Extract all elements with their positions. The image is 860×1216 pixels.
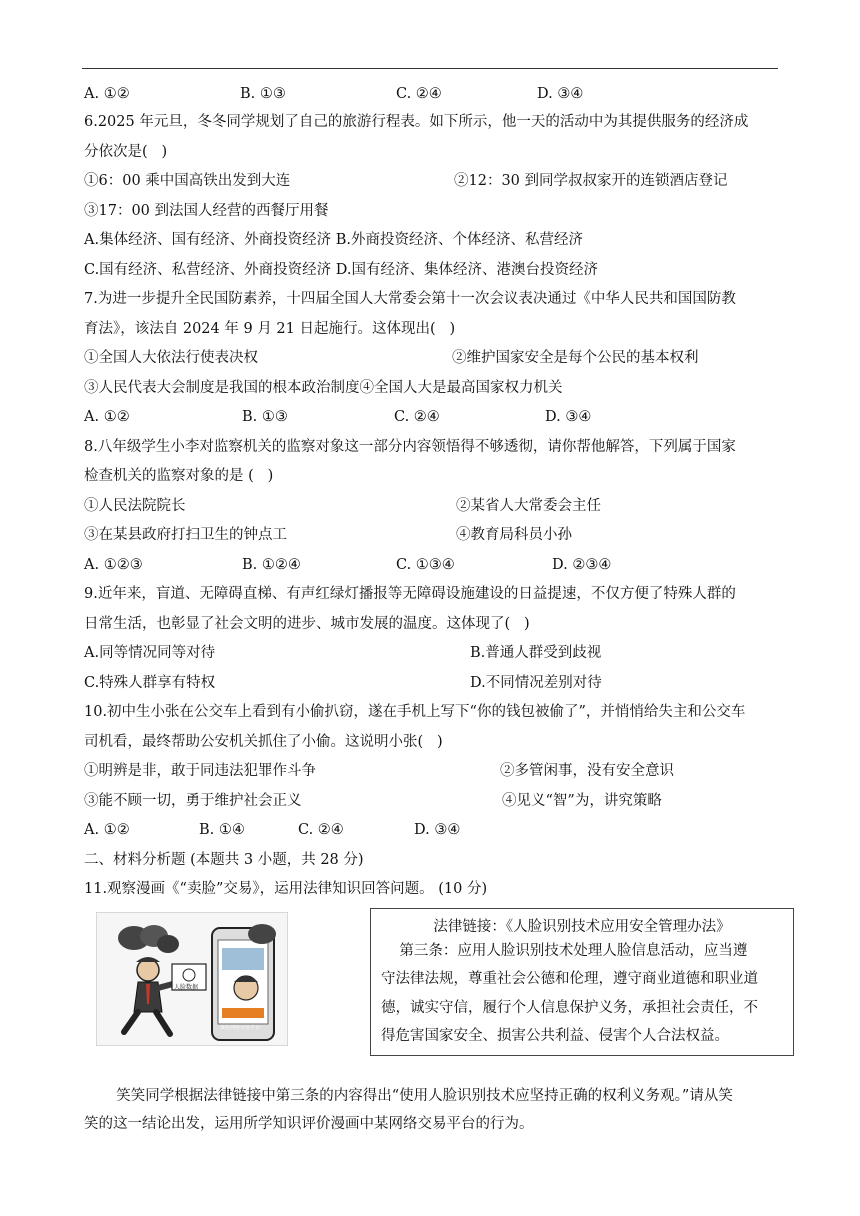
q8-option-d: D. ②③④ bbox=[552, 557, 612, 573]
q5-option-c: C. ②④ bbox=[396, 86, 442, 102]
q7-option-b: B. ①③ bbox=[242, 409, 288, 425]
comic-illustration bbox=[96, 912, 288, 1046]
legal-link-title: 法律链接：《人脸识别技术应用安全管理办法》 bbox=[433, 919, 731, 935]
header-rule bbox=[82, 68, 778, 69]
q6-item-1: ①6：00 乘中国高铁出发到大连 bbox=[84, 173, 291, 189]
q8-item-3: ③在某县政府打扫卫生的钟点工 bbox=[84, 527, 287, 543]
q9-option-b: B.普通人群受到歧视 bbox=[470, 645, 602, 661]
q9-stem-line1: 9.近年来，盲道、无障碍直梯、有声红绿灯播报等无障碍设施建设的日益提速，不仅方便了特殊人群的 bbox=[84, 586, 736, 602]
q5-option-d: D. ③④ bbox=[537, 86, 584, 102]
q8-option-b: B. ①②④ bbox=[242, 557, 301, 573]
q7-option-a: A. ①② bbox=[84, 409, 130, 425]
legal-link-line-4: 得危害国家安全、损害公共利益、侵害个人合法权益。 bbox=[381, 1028, 729, 1044]
q7-stem-line1: 7.为进一步提升全民国防素养，十四届全国人大常委会第十一次会议表决通过《中华人民共和国国防教 bbox=[84, 291, 736, 307]
q10-item-3: ③能不顾一切，勇于维护社会正义 bbox=[84, 793, 302, 809]
q7-option-c: C. ②④ bbox=[394, 409, 440, 425]
q9-option-d: D.不同情况差别对待 bbox=[470, 675, 602, 691]
q7-item-2: ②维护国家安全是每个公民的基本权利 bbox=[452, 350, 699, 366]
q11-paragraph-line2: 笑的这一结论出发，运用所学知识评价漫画中某网络交易平台的行为。 bbox=[84, 1116, 534, 1132]
legal-link-box bbox=[370, 908, 794, 1056]
q10-stem-line2: 司机看，最终帮助公安机关抓住了小偷。这说明小张( ) bbox=[84, 734, 443, 750]
q10-option-d: D. ③④ bbox=[414, 822, 461, 838]
q9-stem-line2: 日常生活，也彰显了社会文明的进步、城市发展的温度。这体现了( ) bbox=[84, 616, 530, 632]
q10-item-2: ②多管闲事，没有安全意识 bbox=[500, 763, 674, 779]
q6-item-3: ③17：00 到法国人经营的西餐厅用餐 bbox=[84, 203, 329, 219]
q11-paragraph-line1: 笑笑同学根据法律链接中第三条的内容得出“使用人脸识别技术应坚持正确的权利义务观。”请从笑 bbox=[84, 1088, 733, 1104]
q6-options-ab: A.集体经济、国有经济、外商投资经济 B.外商投资经济、个体经济、私营经济 bbox=[84, 232, 583, 248]
q6-options-cd: C.国有经济、私营经济、外商投资经济 D.国有经济、集体经济、港澳台投资经济 bbox=[84, 262, 599, 278]
q10-item-1: ①明辨是非，敢于同违法犯罪作斗争 bbox=[84, 763, 316, 779]
q8-item-4: ④教育局科员小孙 bbox=[456, 527, 572, 543]
q7-item-1: ①全国人大依法行使表决权 bbox=[84, 350, 258, 366]
q9-option-c: C.特殊人群享有特权 bbox=[84, 675, 216, 691]
q10-option-a: A. ①② bbox=[84, 822, 130, 838]
q6-stem-line2: 分依次是( ) bbox=[84, 144, 168, 160]
q10-stem-line1: 10.初中生小张在公交车上看到有小偷扒窃，遂在手机上写下“你的钱包被偷了”，并悄悄给失主和公交车 bbox=[84, 704, 746, 720]
q8-stem-line1: 8.八年级学生小李对监察机关的监察对象这一部分内容领悟得不够透彻，请你帮他解答，下列属于国家 bbox=[84, 439, 736, 455]
q8-option-c: C. ①③④ bbox=[396, 557, 455, 573]
q7-stem-line2: 育法》，该法自 2024 年 9 月 21 日起施行。这体现出( ) bbox=[84, 321, 456, 337]
q7-option-d: D. ③④ bbox=[545, 409, 592, 425]
q8-item-2: ②某省人大常委会主任 bbox=[456, 498, 601, 514]
comic-label-face-data: 人脸数据 bbox=[174, 984, 199, 991]
q8-stem-line2: 检查机关的监察对象的是 ( ) bbox=[84, 468, 274, 484]
comic-label-platform: 某色网络交易平台 bbox=[220, 1025, 261, 1031]
legal-link-line-3: 德，诚实守信，履行个人信息保护义务，承担社会责任，不 bbox=[381, 1000, 758, 1016]
q10-option-b: B. ①④ bbox=[199, 822, 245, 838]
legal-link-line-1: 第三条：应用人脸识别技术处理人脸信息活动，应当遵 bbox=[381, 943, 748, 959]
q8-option-a: A. ①②③ bbox=[84, 557, 143, 573]
q9-option-a: A.同等情况同等对待 bbox=[84, 645, 216, 661]
q6-stem-line1: 6.2025 年元旦，冬冬同学规划了自己的旅游行程表。如下所示，他一天的活动中为其提供服务的经济成 bbox=[84, 114, 749, 130]
q10-option-c: C. ②④ bbox=[298, 822, 344, 838]
legal-link-line-2: 守法律法规，尊重社会公德和伦理，遵守商业道德和职业道 bbox=[381, 971, 758, 987]
q11-stem: 11.观察漫画《“卖脸”交易》，运用法律知识回答问题。 (10 分) bbox=[84, 881, 488, 897]
q7-item-34: ③人民代表大会制度是我国的根本政治制度④全国人大是最高国家权力机关 bbox=[84, 380, 563, 396]
q6-item-2: ②12：30 到同学叔叔家开的连锁酒店登记 bbox=[454, 173, 728, 189]
q5-option-a: A. ①② bbox=[84, 86, 130, 102]
q5-option-b: B. ①③ bbox=[240, 86, 286, 102]
section-heading: 二、材料分析题 (本题共 3 小题，共 28 分) bbox=[84, 852, 364, 868]
q8-item-1: ①人民法院院长 bbox=[84, 498, 186, 514]
q10-item-4: ④见义“智”为，讲究策略 bbox=[502, 793, 662, 809]
